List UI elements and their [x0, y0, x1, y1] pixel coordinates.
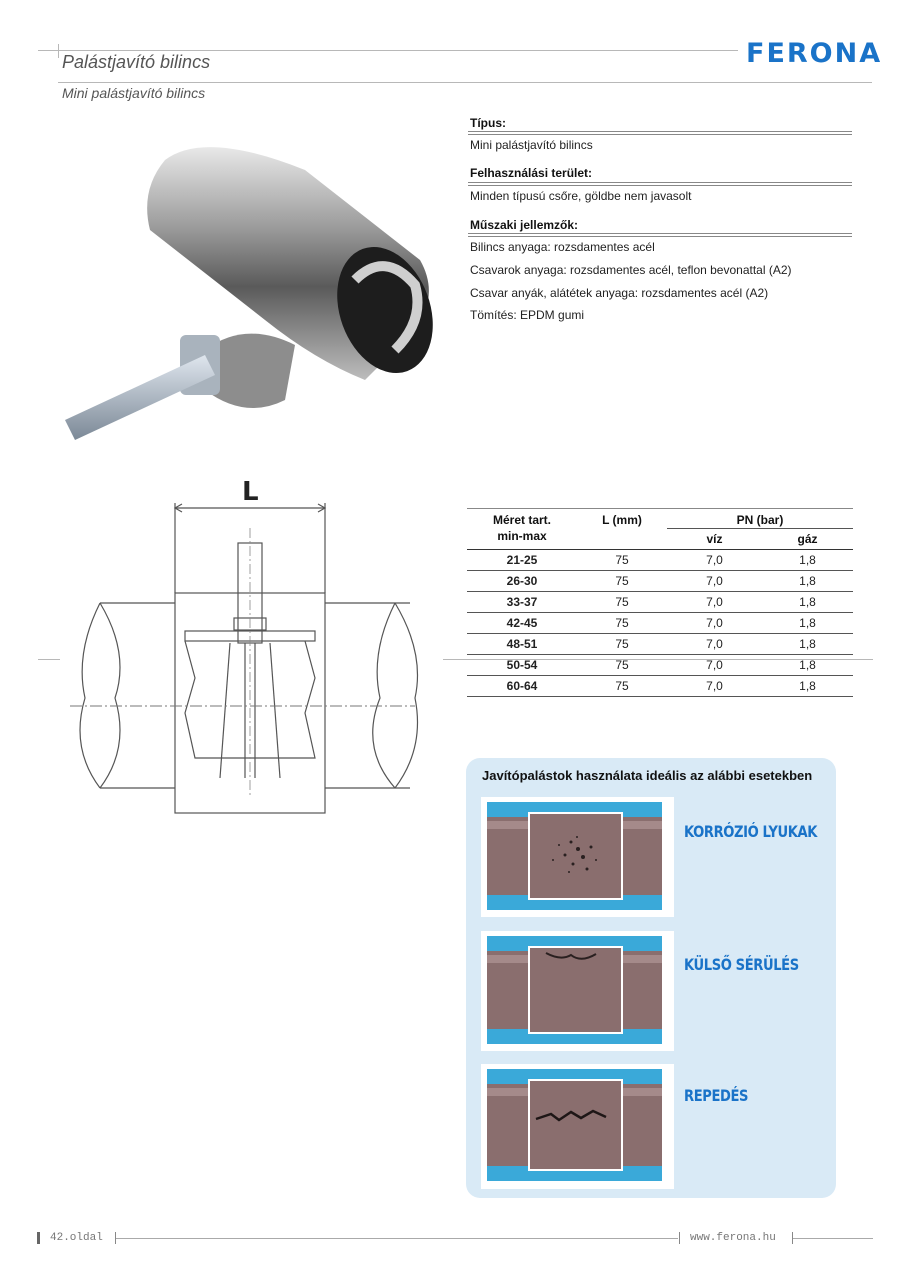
cell-water: 7,0	[706, 637, 723, 651]
cell-gas: 1,8	[799, 616, 816, 630]
cell-l: 75	[615, 574, 629, 588]
cell-gas: 1,8	[799, 574, 816, 588]
table-row	[467, 592, 853, 613]
cell-gas: 1,8	[799, 595, 816, 609]
use-cases-title: Javítópalástok használata ideális az alábbi esetekben	[482, 768, 813, 783]
footer-page: 42.oldal	[50, 1232, 103, 1244]
spec-rule	[468, 233, 852, 237]
col-gas: gáz	[797, 532, 818, 546]
external-damage-illustration	[481, 931, 674, 1051]
cell-size: 48-51	[506, 637, 538, 651]
spec-type-value: Mini palástjavító bilincs	[470, 138, 593, 152]
cell-size: 50-54	[506, 658, 538, 672]
table-row	[467, 676, 853, 697]
spec-rule	[468, 131, 852, 135]
spec-line: Csavarok anyaga: rozsdamentes acél, teflon bevonattal (A2)	[470, 263, 792, 277]
table-row	[467, 613, 853, 634]
table-row	[467, 634, 853, 655]
dimension-label: L	[242, 478, 259, 507]
col-size-2: min-max	[497, 529, 547, 543]
col-water: víz	[706, 532, 723, 546]
cell-water: 7,0	[706, 553, 723, 567]
cell-l: 75	[615, 658, 629, 672]
table-header	[467, 508, 853, 550]
col-l: L (mm)	[602, 513, 642, 527]
cell-gas: 1,8	[799, 679, 816, 693]
cell-size: 33-37	[506, 595, 538, 609]
cell-l: 75	[615, 616, 629, 630]
cell-size: 60-64	[506, 679, 538, 693]
cell-water: 7,0	[706, 574, 723, 588]
spec-line: Tömítés: EPDM gumi	[470, 308, 585, 322]
cell-l: 75	[615, 553, 629, 567]
table-row	[467, 571, 853, 592]
cell-gas: 1,8	[799, 658, 816, 672]
col-size-1: Méret tart.	[492, 513, 551, 527]
cell-water: 7,0	[706, 595, 723, 609]
cell-water: 7,0	[706, 679, 723, 693]
crack-illustration	[481, 1064, 674, 1189]
case-label-crack: REPEDÉS	[684, 1086, 749, 1105]
footer-url: www.ferona.hu	[690, 1232, 776, 1244]
footer-marker	[37, 1232, 40, 1244]
cell-gas: 1,8	[799, 553, 816, 567]
cell-size: 26-30	[506, 574, 538, 588]
cell-gas: 1,8	[799, 637, 816, 651]
table-row	[467, 550, 853, 571]
corrosion-illustration	[481, 797, 674, 917]
cell-water: 7,0	[706, 658, 723, 672]
technical-drawing	[70, 478, 450, 823]
footer-rule	[116, 1238, 678, 1239]
table-body	[467, 550, 853, 697]
cell-l: 75	[615, 679, 629, 693]
footer-rule	[793, 1238, 873, 1239]
table-row	[467, 655, 853, 676]
case-label-damage: KÜLSŐ SÉRÜLÉS	[684, 955, 799, 974]
spec-line: Csavar anyák, alátétek anyaga: rozsdamentes acél (A2)	[470, 286, 769, 300]
cell-size: 42-45	[506, 616, 538, 630]
case-label-corrosion: KORRÓZIÓ LYUKAK	[684, 822, 818, 841]
spec-use-value: Minden típusú csőre, göldbe nem javasolt	[470, 189, 692, 203]
footer-tick	[679, 1232, 680, 1244]
pn-rule	[667, 528, 853, 529]
spec-line: Bilincs anyaga: rozsdamentes acél	[470, 240, 655, 254]
header-tick	[58, 44, 59, 58]
spec-type-heading: Típus:	[470, 116, 506, 130]
page-subtitle: Mini palástjavító bilincs	[62, 85, 206, 101]
spec-rule	[468, 182, 852, 186]
cell-size: 21-25	[506, 553, 538, 567]
spec-tech-heading: Műszaki jellemzők:	[470, 218, 579, 232]
col-pn: PN (bar)	[736, 513, 784, 527]
size-table	[467, 508, 853, 697]
logo-text: FERONA	[746, 38, 883, 69]
cell-l: 75	[615, 637, 629, 651]
header-top-rule	[38, 50, 738, 51]
cell-l: 75	[615, 595, 629, 609]
page-title: Palástjavító bilincs	[62, 52, 211, 72]
cell-water: 7,0	[706, 616, 723, 630]
section-divider-left	[38, 659, 60, 660]
ferona-logo	[746, 38, 882, 69]
header-bottom-rule	[58, 82, 872, 83]
spec-use-heading: Felhasználási terület:	[470, 166, 593, 180]
product-photo	[55, 120, 445, 460]
